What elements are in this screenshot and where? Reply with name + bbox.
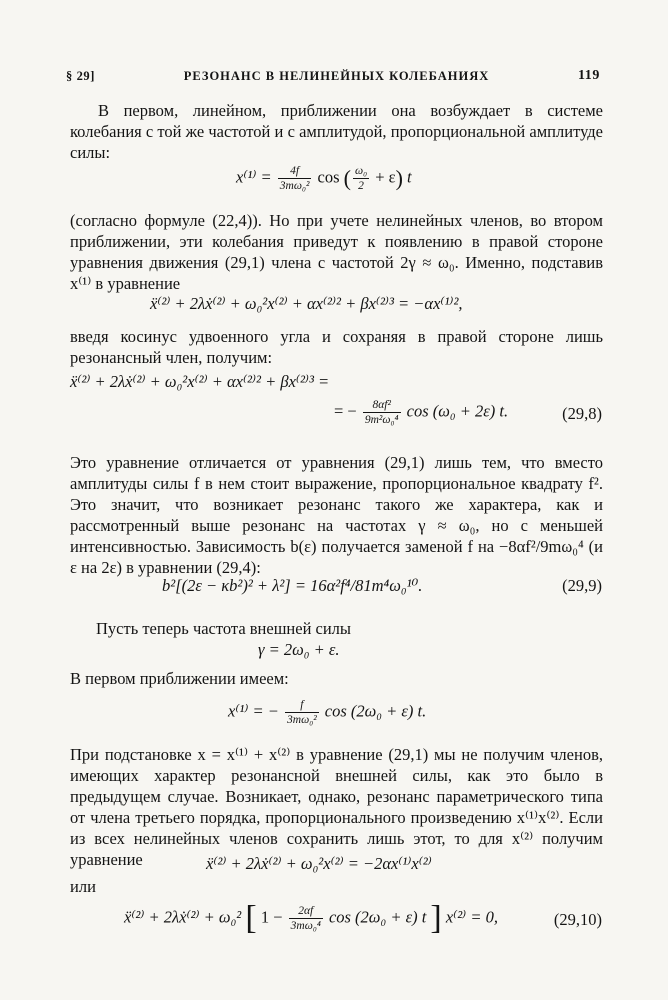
equation-number-29-10: (29,10) <box>553 910 602 929</box>
paragraph-7: При подстановке x = x⁽¹⁾ + x⁽²⁾ в уравнение (29,1) мы не получим членов, имеющих характер резонансной внешней силы, как это было в предыдущем случае. Возникает, однако, резонанс параметрического типа от члена третьего порядка, пропорционального произведению x⁽¹⁾x⁽²⁾. Если из всех нелинейных членов сохранить лишь этот, то для x⁽²⁾ получим уравнение <box>70 745 603 869</box>
equation-substitution: ẍ⁽²⁾ + 2λẋ⁽²⁾ + ω₀²x⁽²⁾ + αx⁽²⁾² + βx⁽²⁾³ = −αx⁽¹⁾², <box>150 294 463 313</box>
fraction: $\frac{\text{ω₀}}{2}$ <box>354 165 368 192</box>
section-marker: § 29] <box>66 68 96 83</box>
equation-29-10: ẍ⁽²⁾ + 2λẋ⁽²⁾ + ω₀² [ 1 − $\frac{2\alpha f}{\text{3mω₀⁴}}$ cos (2ω₀ + ε) t ] x⁽²⁾ = 0, <box>124 899 498 937</box>
equation-29-8-lhs: ẍ⁽²⁾ + 2λẋ⁽²⁾ + ω₀²x⁽²⁾ + αx⁽²⁾² + βx⁽²⁾³ = <box>70 372 330 391</box>
paragraph-5: Пусть теперь частота внешней силы <box>96 619 352 638</box>
equation-x1-first: x⁽¹⁾ = $\frac{4f}{\text{3mω₀²}}$ cos ( $\frac{\text{ω₀}}{2}$ + ε) t <box>236 165 412 192</box>
equation-frequency: γ = 2ω₀ + ε. <box>258 640 340 659</box>
equation-number-29-8: (29,8) <box>562 404 602 423</box>
running-header <box>66 66 600 86</box>
fraction: $\frac{f}{\text{3mω₀²}}$ <box>287 699 317 726</box>
fraction: $\frac{\text{8αf²}}{\text{9m²ω₀⁴}}$ <box>364 399 399 426</box>
equation-number-29-9: (29,9) <box>562 576 602 595</box>
equation-29-8-rhs: = − $\frac{\text{8αf²}}{\text{9m²ω₀⁴}}$ cos (ω₀ + 2ε) t. <box>334 399 509 426</box>
paragraph-4: Это уравнение отличается от уравнения (29,1) лишь тем, что вместо амплитуды силы f в нем стоит выражение, пропорциональное квадрату f². Это значит, что возникает резонанс такого же характера, как и рассмотренный выше резонанс на частотах γ ≈ ω₀, но с меньшей интенсивностью. Зависимость b(ε) получается заменой f на −8αf²/9mω₀⁴ (и ε на 2ε) в уравнении (29,4): <box>70 453 603 577</box>
chapter-title: РЕЗОНАНС В НЕЛИНЕЙНЫХ КОЛЕБАНИЯХ <box>183 68 490 83</box>
paragraph-2: (согласно формуле (22,4)). Но при учете нелинейных членов, во втором приближении, эти колебания приведут к появлению в правой стороне уравнения движения (29,1) члена с частотой 2γ ≈ ω₀. Именно, подставив x⁽¹⁾ в уравнение <box>70 211 603 293</box>
page-number: 119 <box>577 68 600 83</box>
paragraph-3: введя косинус удвоенного угла и сохраняя в правой стороне лишь резонансный член, получим: <box>70 327 603 367</box>
equation-x1-second: x⁽¹⁾ = − $\frac{f}{\text{3mω₀²}}$ cos (2ω₀ + ε) t. <box>228 699 427 726</box>
paragraph-6: В первом приближении имеем: <box>70 669 289 688</box>
fraction: $\frac{4f}{\text{3mω₀²}}$ <box>279 165 310 192</box>
paragraph-1: В первом, линейном, приближении она возбуждает в системе колебания с той же частотой и с амплитудой, пропорциональной амплитуде силы: <box>70 101 603 162</box>
equation-parametric: ẍ⁽²⁾ + 2λẋ⁽²⁾ + ω₀²x⁽²⁾ = −2αx⁽¹⁾x⁽²⁾ <box>206 854 432 873</box>
equation-29-9: b²[(2ε − κb²)² + λ²] = 16α²f⁴/81m⁴ω₀¹⁰. <box>162 576 423 595</box>
paragraph-8: или <box>70 877 96 896</box>
fraction: $\frac{2\alpha f}{\text{3mω₀⁴}}$ <box>290 905 321 932</box>
